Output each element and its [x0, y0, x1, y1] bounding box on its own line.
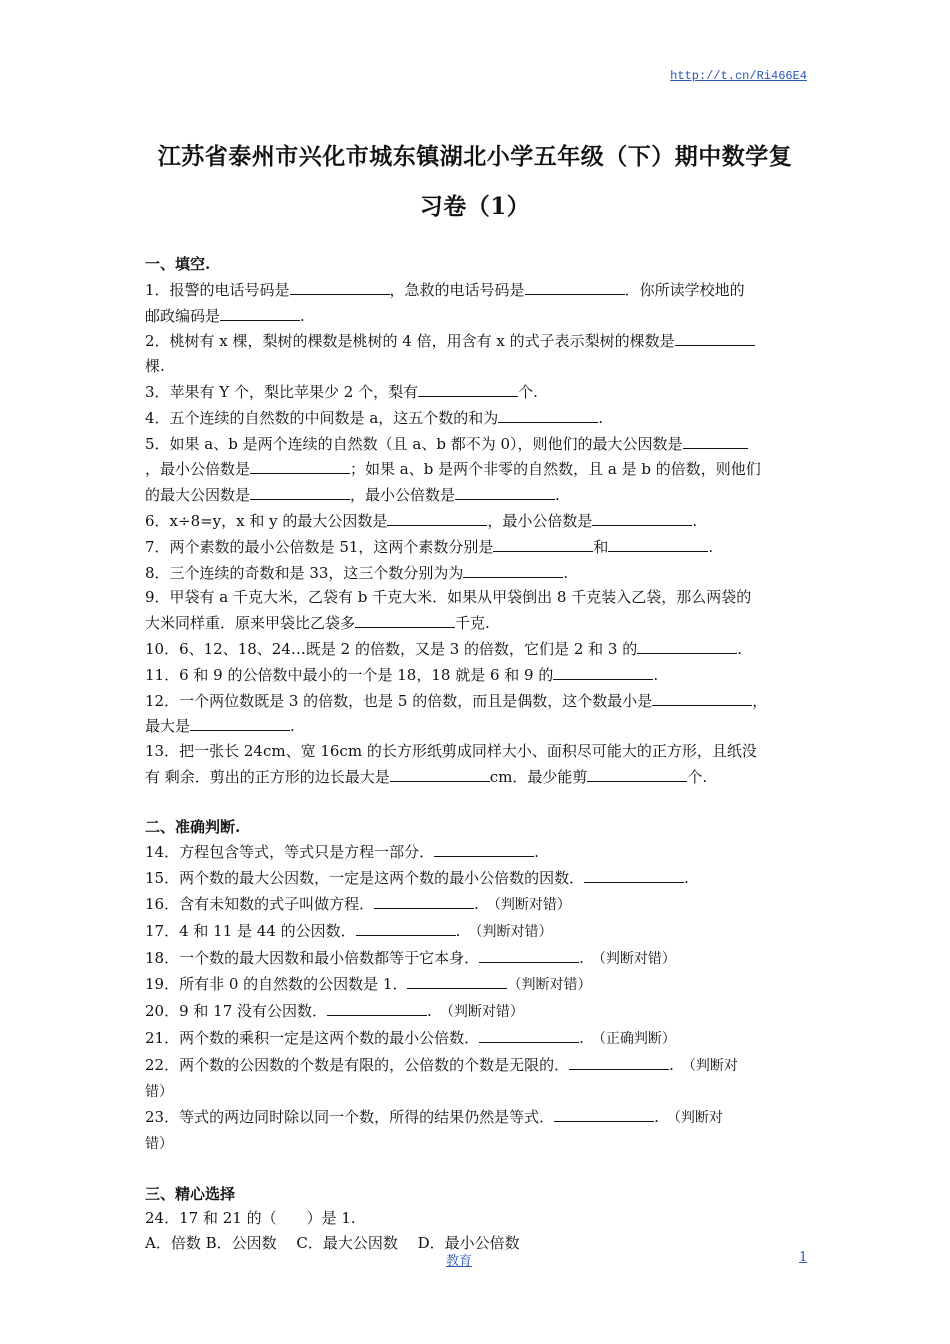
answer-blank[interactable] — [407, 971, 507, 989]
question-24: 24．17 和 21 的（ ）是 1. — [145, 1209, 356, 1228]
answer-blank[interactable] — [250, 482, 350, 500]
answer-blank[interactable] — [190, 713, 290, 731]
answer-blank[interactable] — [374, 891, 474, 909]
question-4: 4．五个连续的自然数的中间数是 a，这五个数的和为 . — [145, 405, 805, 431]
answer-blank[interactable] — [587, 764, 687, 782]
question-9: 9．甲袋有 a 千克大米，乙袋有 b 千克大米．如果从甲袋倒出 8 千克装入乙袋，那么两袋的 大米同样重．原来甲袋比乙袋多 千克. — [145, 588, 752, 633]
answer-blank[interactable] — [637, 636, 737, 654]
page-number[interactable]: 1 — [799, 1250, 808, 1265]
answer-blank[interactable] — [250, 456, 350, 474]
answer-blank[interactable] — [387, 508, 487, 526]
answer-blank[interactable] — [493, 534, 593, 552]
question-23: 23．等式的两边同时除以同一个数，所得的结果仍然是等式． . （判断对 错） — [145, 1104, 805, 1157]
question-1: 1．报警的电话号码是 ，急救的电话号码是 ．你所读学校地的 邮政编码是 . — [145, 277, 805, 329]
answer-blank[interactable] — [498, 405, 598, 423]
answer-blank[interactable] — [434, 839, 534, 857]
answer-blank[interactable] — [220, 303, 300, 321]
answer-blank[interactable] — [418, 379, 518, 397]
answer-blank[interactable] — [479, 1025, 579, 1043]
question-3: 3．苹果有 Y 个，梨比苹果少 2 个，梨有 个. — [145, 379, 805, 405]
answer-blank[interactable] — [390, 764, 490, 782]
question-21: 21．两个数的乘积一定是这两个数的最小公倍数． . （正确判断） — [145, 1025, 805, 1052]
question-14: 14．方程包含等式，等式只是方程一部分． . — [145, 839, 805, 865]
answer-blank[interactable] — [455, 482, 555, 500]
answer-blank[interactable] — [356, 918, 456, 936]
question-24-options: A．倍数 B．公因数 C．最大公因数 D．最小公倍数 — [145, 1234, 520, 1253]
exam-content — [145, 252, 805, 1256]
question-18: 18．一个数的最大因数和最小倍数都等于它本身． . （判断对错） — [145, 945, 805, 972]
question-22: 22．两个数的公因数的个数是有限的，公倍数的个数是无限的． . （判断对 错） — [145, 1052, 805, 1105]
question-10: 10．6、12、18、24…既是 2 的倍数，又是 3 的倍数，它们是 2 和 3 的 . — [145, 636, 805, 662]
answer-blank[interactable] — [553, 662, 653, 680]
section-heading-choice: 三、精心选择 — [145, 1184, 236, 1203]
answer-blank[interactable] — [327, 998, 427, 1016]
answer-blank[interactable] — [569, 1052, 669, 1070]
answer-blank[interactable] — [355, 610, 455, 628]
question-2: 2．桃树有 x 棵，梨树的棵数是桃树的 4 倍，用含有 x 的式子表示梨树的棵数是 棵. — [145, 328, 805, 379]
source-url-link[interactable]: http://t.cn/Ri466E4 — [670, 69, 807, 83]
answer-blank[interactable] — [584, 865, 684, 883]
footer-link[interactable]: 教育 — [446, 1254, 473, 1269]
question-16: 16．含有未知数的式子叫做方程． . （判断对错） — [145, 891, 805, 918]
answer-blank[interactable] — [525, 277, 625, 295]
question-11: 11．6 和 9 的公倍数中最小的一个是 18，18 就是 6 和 9 的 . — [145, 662, 805, 688]
question-19: 19．所有非 0 的自然数的公因数是 1． （判断对错） — [145, 971, 805, 998]
answer-blank[interactable] — [683, 431, 748, 449]
answer-blank[interactable] — [652, 688, 752, 706]
question-17: 17．4 和 11 是 44 的公因数． . （判断对错） — [145, 918, 805, 945]
question-20: 20．9 和 17 没有公因数． . （判断对错） — [145, 998, 805, 1025]
answer-blank[interactable] — [290, 277, 390, 295]
title-line-2: 习卷（1） — [419, 193, 531, 220]
answer-blank[interactable] — [592, 508, 692, 526]
question-7: 7．两个素数的最小公倍数是 51，这两个素数分别是 和 . — [145, 534, 805, 560]
answer-blank[interactable] — [554, 1104, 654, 1122]
answer-blank[interactable] — [463, 560, 563, 578]
question-12: 12．一个两位数既是 3 的倍数，也是 5 的倍数，而且是偶数，这个数最小是 ， 最大是 . — [145, 688, 805, 740]
section-heading-fill: 一、填空. — [145, 255, 211, 273]
question-6: 6．x÷8=y，x 和 y 的最大公因数是 ，最小公倍数是 . — [145, 508, 805, 534]
page-title — [120, 132, 830, 232]
title-line-1: 江苏省泰州市兴化市城东镇湖北小学五年级（下）期中数学复 — [157, 143, 793, 170]
answer-blank[interactable] — [675, 328, 755, 346]
answer-blank[interactable] — [608, 534, 708, 552]
question-5: 5．如果 a、b 是两个连续的自然数（且 a、b 都不为 0），则他们的最大公因数是 ，最小公倍数是 ；如果 a、b 是两个非零的自然数，且 a 是 b 的倍数，则他们 的最大公因数是 ，最小公倍数是 . — [145, 431, 805, 508]
section-heading-judge: 二、准确判断. — [145, 817, 241, 836]
question-8: 8．三个连续的奇数和是 33，这三个数分别为为 . — [145, 560, 805, 586]
question-13: 13．把一张长 24cm、宽 16cm 的长方形纸剪成同样大小、面积尽可能大的正方形，且纸没 有 剩余．剪出的正方形的边长最大是 cm．最少能剪 个. — [145, 742, 757, 786]
answer-blank[interactable] — [479, 945, 579, 963]
question-15: 15．两个数的最大公因数，一定是这两个数的最小公倍数的因数． . — [145, 865, 805, 891]
